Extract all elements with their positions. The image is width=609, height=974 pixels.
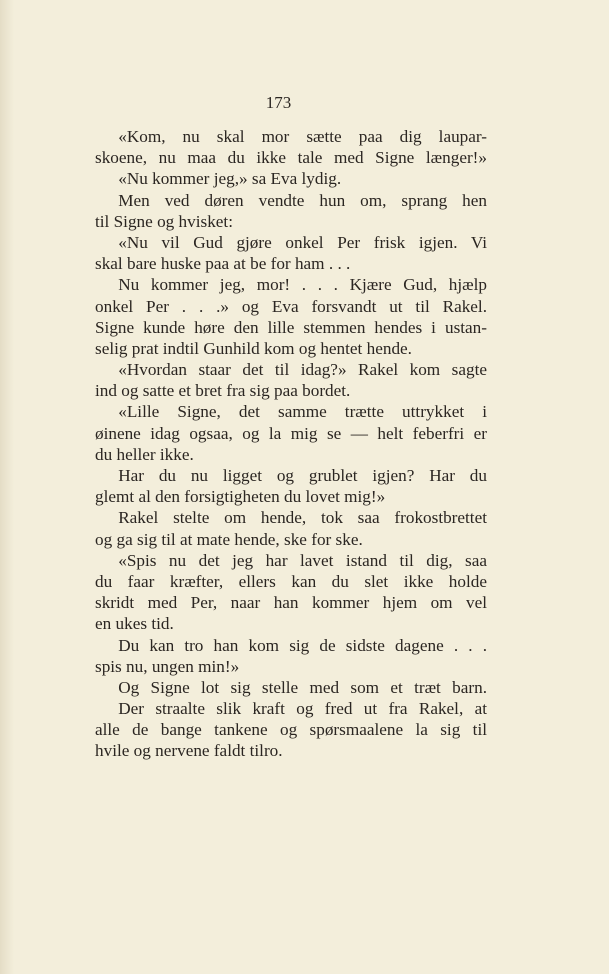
text-line: spis nu, ungen min!» <box>95 656 240 676</box>
text-line: «Hvordan staar det til idag?» Rakel kom sagte <box>118 360 487 380</box>
text-line: Du kan tro han kom sig de sidste dagene . . . <box>118 635 487 655</box>
text-line: onkel Per . . .» og Eva forsvandt ut til Rakel. <box>95 296 487 316</box>
text-line: Nu kommer jeg, mor! . . . Kjære Gud, hjælp <box>118 275 487 295</box>
text-line: Og Signe lot sig stelle med som et træt barn. <box>118 677 487 697</box>
text-line: skridt med Per, naar han kommer hjem om vel <box>95 593 487 613</box>
text-line: skal bare huske paa at be for ham . . . <box>95 254 351 274</box>
text-line: en ukes tid. <box>95 614 174 634</box>
text-line: og ga sig til at mate hende, ske for ske. <box>95 529 363 549</box>
page-number: 173 <box>265 93 292 112</box>
text-line: «Nu kommer jeg,» sa Eva lydig. <box>118 169 342 189</box>
text-line: øinene idag ogsaa, og la mig se — helt feberfri er <box>95 423 487 443</box>
text-line: «Spis nu det jeg har lavet istand til dig, saa <box>118 550 487 570</box>
text-line: ind og satte et bret fra sig paa bordet. <box>95 381 351 401</box>
text-line: du heller ikke. <box>95 444 194 464</box>
text-line: selig prat indtil Gunhild kom og hentet hende. <box>95 338 412 358</box>
body-text <box>95 126 487 762</box>
text-line: Har du nu ligget og grublet igjen? Har du <box>118 466 487 485</box>
text-line: glemt al den forsigtigheten du lovet mig!» <box>95 487 386 507</box>
text-line: alle de bange tankene og spørsmaalene la sig til <box>95 720 487 740</box>
text-line: Men ved døren vendte hun om, sprang hen <box>118 190 487 210</box>
text-line: Rakel stelte om hende, tok saa frokostbrettet <box>118 508 487 528</box>
text-line: Der straalte slik kraft og fred ut fra Rakel, at <box>118 699 487 719</box>
text-line: Signe kunde høre den lille stemmen hendes i ustan- <box>95 317 487 337</box>
text-line: skoene, nu maa du ikke tale med Signe længer!» <box>95 148 487 168</box>
text-line: til Signe og hvisket: <box>95 211 233 231</box>
text-line: «Nu vil Gud gjøre onkel Per frisk igjen. Vi <box>118 232 487 252</box>
text-line: hvile og nervene faldt tilro. <box>95 741 283 761</box>
text-line: du faar kræfter, ellers kan du slet ikke holde <box>95 571 487 591</box>
text-line: «Lille Signe, det samme trætte uttrykket i <box>118 402 487 422</box>
text-line: «Kom, nu skal mor sætte paa dig laupar- <box>118 127 487 146</box>
